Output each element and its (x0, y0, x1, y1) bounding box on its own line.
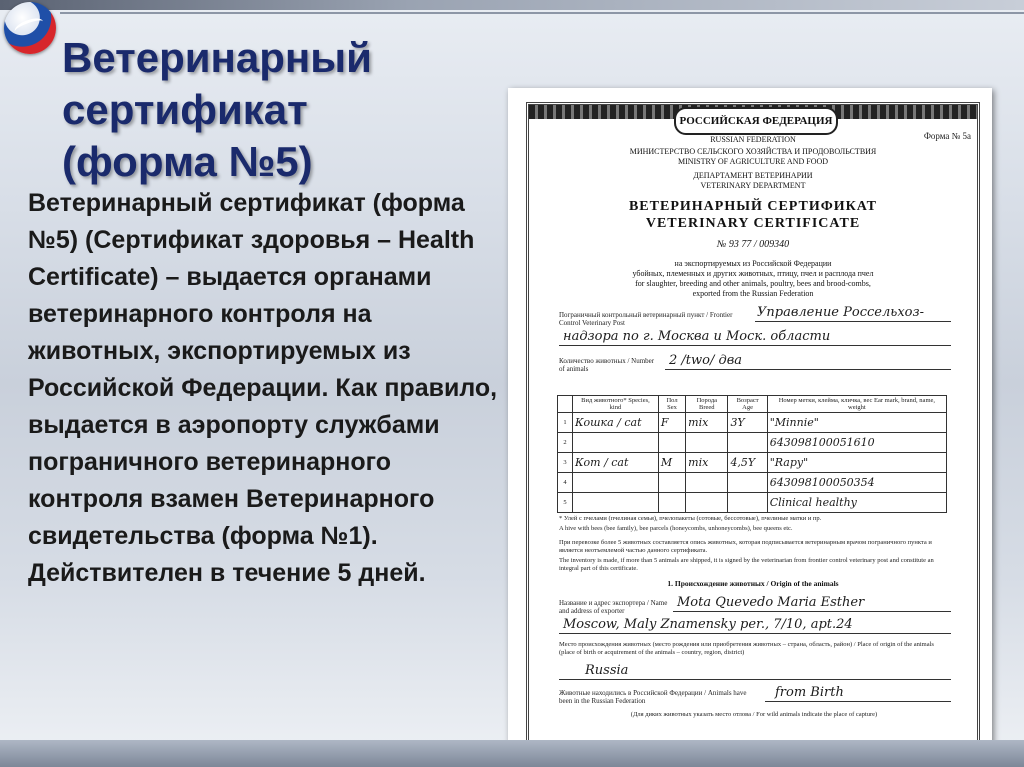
animals-table (557, 395, 947, 513)
note2-ru: При перевозке более 5 животных составляется опись животных, которая подписывается ветеринарным врачом пограничного пункта и является неотъемлемой частью данного сертификата. (559, 539, 932, 554)
top-divider (60, 12, 1024, 14)
slide-body-text: Ветеринарный сертификат (форма №5) (Сертификат здоровья – Health Certificate) – выдается органами ветеринарного контроля на животных, экспортируемых из Российской Федерации. Как правило, выдается в аэропорту службами пограничного ветеринарного контроля взамен Ветеринарного свидетельства (форма №1). Действителен в течение 5 дней. (28, 189, 498, 587)
top-bar (0, 0, 1024, 10)
certificate-title-en: VETERINARY CERTIFICATE (645, 216, 861, 231)
col-species: Вид животного* Species, kind (573, 396, 659, 413)
country-en: RUSSIAN FEDERATION (710, 135, 796, 144)
stay-handwriting: from Birth (775, 685, 844, 700)
col-sex: Пол Sex (658, 396, 685, 413)
note2-en: The inventory is made, if more than 5 animals are shipped, it is signed by the veterinarian from frontier control veterinary post and constitute an integral part of this certificate. (559, 557, 934, 572)
certificate-image (508, 88, 992, 760)
table-row: 2 643098100051610 (558, 433, 947, 453)
export-ru: на экспортируемых из Российской Федерации (674, 259, 832, 268)
ministry-ru: МИНИСТЕРСТВО СЕЛЬСКОГО ХОЗЯЙСТВА И ПРОДОВОЛЬСТВИЯ (629, 147, 877, 156)
export-en: for slaughter, breeding and other animals, poultry, bees and brood-combs, (635, 279, 871, 288)
certificate-badge: РОССИЙСКАЯ ФЕДЕРАЦИЯ (674, 107, 838, 135)
col-age: Возраст Age (728, 396, 767, 413)
dept-ru: ДЕПАРТАМЕНТ ВЕТЕРИНАРИИ (693, 171, 813, 180)
certificate-number: № 93 77 / 009340 (716, 239, 790, 250)
ministry-en: MINISTRY OF AGRICULTURE AND FOOD (677, 157, 829, 166)
table-row: 1 Кошка / cat F mix 3Y "Minnie" (558, 413, 947, 433)
count-handwriting: 2 /two/ два (669, 353, 743, 368)
table-row: 5 Clinical healthy (558, 493, 947, 513)
wild-label: (Для диких животных указать место отлова / For wild animals indicate the place of capture) (630, 711, 878, 718)
certificate-title-ru: ВЕТЕРИНАРНЫЙ СЕРТИФИКАТ (628, 199, 878, 214)
slide-title-line-2: (форма №5) (62, 138, 313, 185)
export-en-2: exported from the Russian Federation (692, 289, 814, 298)
exporter-label: Название и адрес экспортера / Name and address of exporter (559, 599, 668, 615)
note-en: A hive with bees (bee family), bee parcels (honeycombs, unhoneycombs), bee queens etc. (559, 525, 793, 532)
post-label: Пограничный контрольный ветеринарный пункт / Frontier Control Veterinary Post (559, 311, 733, 327)
stay-label: Животные находились в Российской Федерации / Animals have been in the Russian Federation (559, 689, 747, 705)
slide-title (62, 32, 522, 188)
dept-en: VETERINARY DEPARTMENT (700, 181, 806, 190)
exporter-handwriting-2: Moscow, Maly Znamensky per., 7/10, apt.24 (563, 617, 853, 632)
col-breed: Порода Breed (686, 396, 728, 413)
certificate-form-number: Форма № 5а (923, 131, 971, 141)
table-row: 3 Кот / cat M mix 4,5Y "Rapy" (558, 453, 947, 473)
col-mark: Номер метки, клейма, кличка, вес Ear mark, brand, name, weight (767, 396, 946, 413)
origin-handwriting: Russia (585, 663, 629, 678)
bottom-band (0, 740, 1024, 767)
certificate-frame (526, 102, 980, 752)
export-ru-2: убойных, племенных и других животных, птицу, пчел и расплода пчел (632, 269, 874, 278)
note-ru: * Улей с пчелами (пчелиная семья), пчелопакеты (сотовые, бессотовые), пчелиные матки и пр. (559, 515, 822, 522)
post-handwriting-2: надзора по г. Москва и Моск. области (563, 329, 831, 344)
logo-emblem-icon (4, 2, 56, 54)
count-label: Количество животных / Number of animals (559, 357, 655, 373)
post-handwriting-1: Управление Россельхоз- (757, 305, 924, 320)
origin-label: Место происхождения животных (место рождения или приобретения животных – страна, область, район) / Place of origin of the animals (place of birth or acquirement of the animals – country, region, district) (559, 641, 934, 656)
section-origin: 1. Происхождение животных / Origin of the animals (667, 579, 839, 588)
slide-title-line-1: Ветеринарный сертификат (62, 34, 372, 133)
exporter-handwriting-1: Mota Quevedo Maria Esther (677, 595, 865, 610)
table-row: 4 643098100050354 (558, 473, 947, 493)
